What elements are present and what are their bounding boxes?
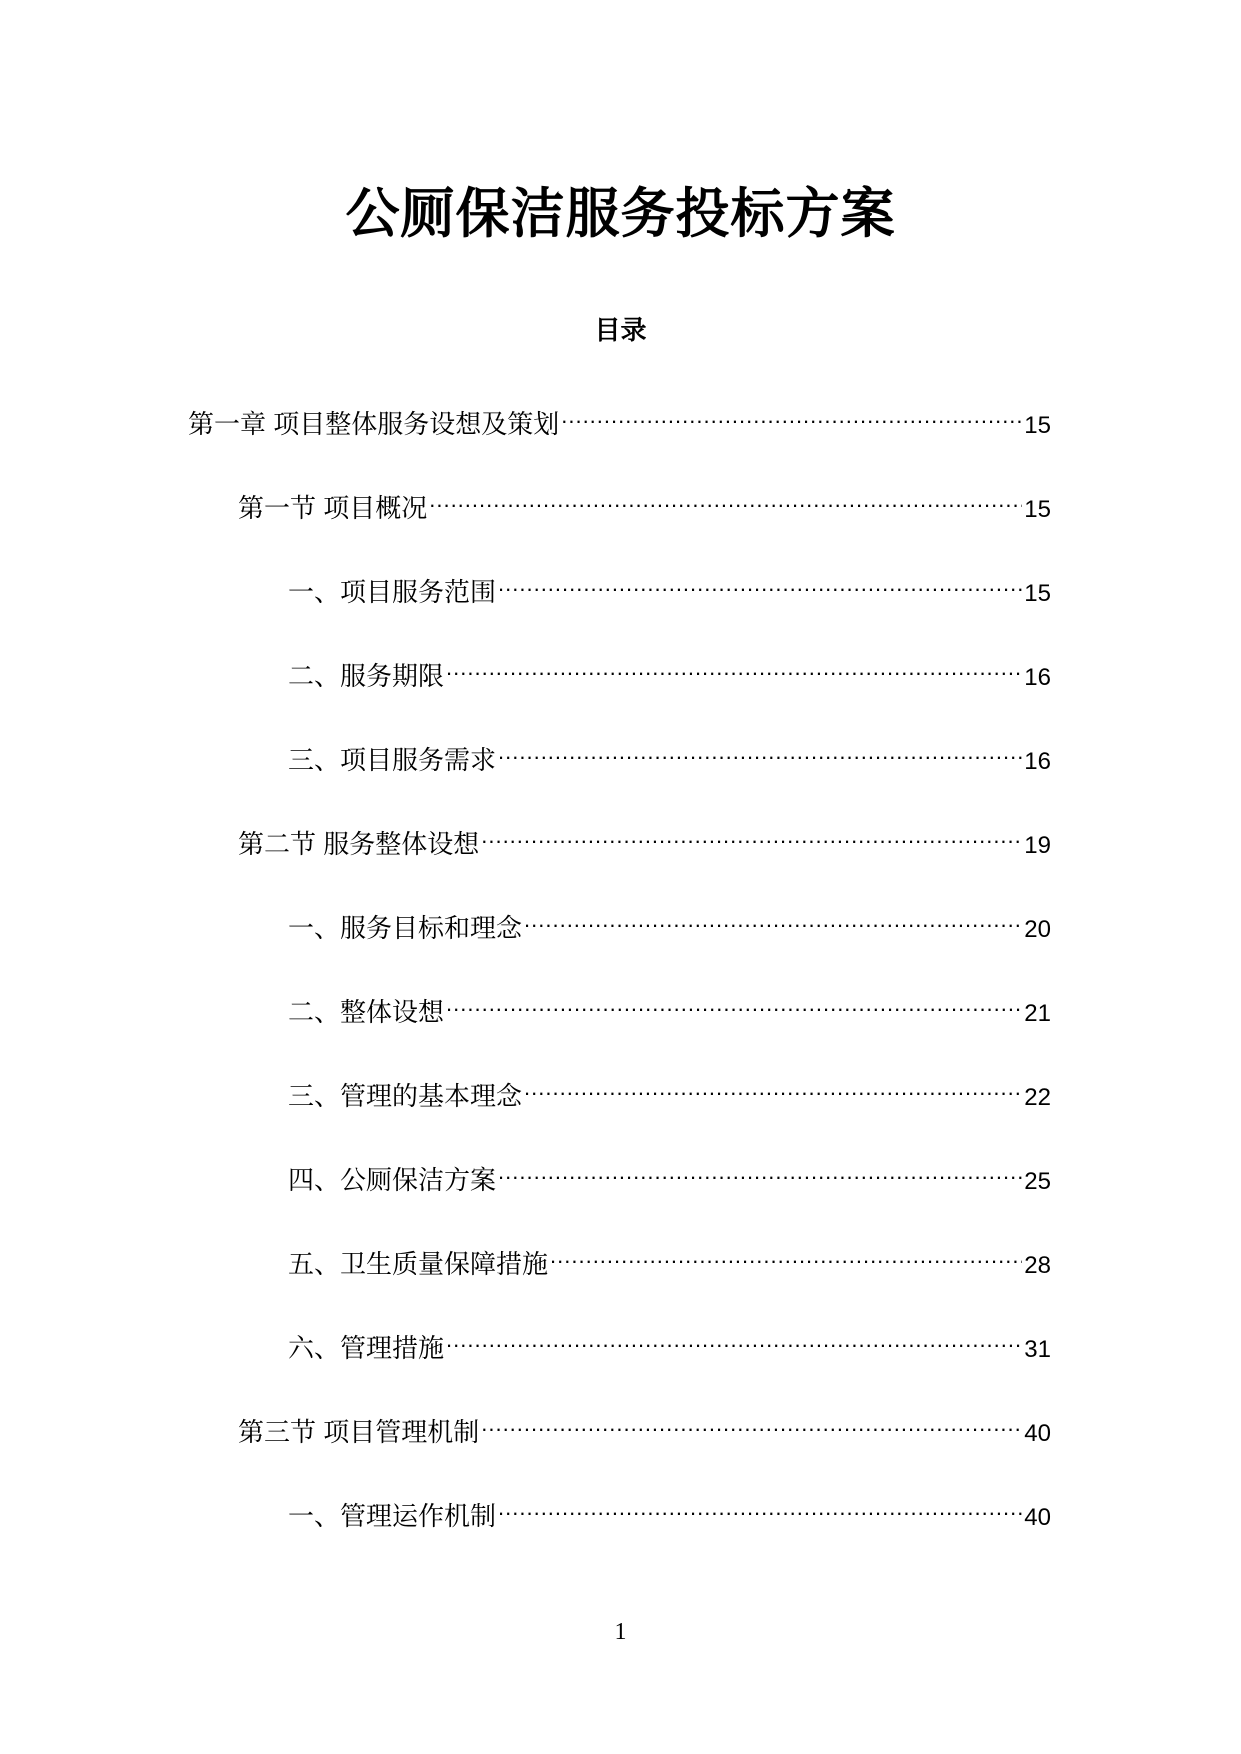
toc-dot-leader — [446, 977, 1022, 1021]
toc-dot-leader — [481, 1397, 1022, 1441]
toc-dot-leader — [498, 1145, 1022, 1189]
toc-entry-page: 25 — [1024, 1168, 1051, 1195]
toc-entry[interactable] — [0, 1481, 1241, 1565]
toc-entry-title: 二、服务期限 — [288, 661, 445, 691]
table-of-contents — [0, 389, 1241, 1565]
toc-entry[interactable] — [0, 1313, 1241, 1397]
toc-dot-leader — [550, 1229, 1022, 1273]
toc-entry-page: 31 — [1024, 1336, 1051, 1363]
toc-entry-page: 16 — [1024, 748, 1051, 775]
toc-dot-leader — [498, 1481, 1022, 1525]
toc-entry-page: 19 — [1024, 832, 1051, 859]
toc-entry-title: 五、卫生质量保障措施 — [288, 1249, 549, 1279]
toc-dot-leader — [561, 389, 1022, 433]
toc-dot-leader — [498, 725, 1022, 769]
toc-entry-page: 28 — [1024, 1252, 1051, 1279]
toc-entry-title: 四、公厕保洁方案 — [288, 1165, 497, 1195]
toc-dot-leader — [429, 473, 1022, 517]
toc-dot-leader — [446, 641, 1022, 685]
toc-entry[interactable] — [0, 893, 1241, 977]
toc-dot-leader — [524, 893, 1022, 937]
toc-entry-page: 22 — [1024, 1084, 1051, 1111]
toc-entry-title: 二、整体设想 — [288, 997, 445, 1027]
toc-entry[interactable] — [0, 725, 1241, 809]
toc-entry-title: 第二节 服务整体设想 — [238, 829, 480, 859]
toc-dot-leader — [481, 809, 1022, 853]
toc-entry[interactable] — [0, 1229, 1241, 1313]
toc-entry[interactable] — [0, 1061, 1241, 1145]
toc-entry-title: 一、项目服务范围 — [288, 577, 497, 607]
toc-entry-title: 第一章 项目整体服务设想及策划 — [188, 409, 560, 439]
toc-entry-page: 15 — [1024, 496, 1051, 523]
toc-entry[interactable] — [0, 389, 1241, 473]
toc-entry-page: 40 — [1024, 1420, 1051, 1447]
toc-entry[interactable] — [0, 641, 1241, 725]
toc-entry-page: 21 — [1024, 1000, 1051, 1027]
toc-entry-page: 15 — [1024, 580, 1051, 607]
toc-entry[interactable] — [0, 1145, 1241, 1229]
toc-entry-page: 40 — [1024, 1504, 1051, 1531]
toc-entry-title: 第三节 项目管理机制 — [238, 1417, 480, 1447]
document-title: 公厕保洁服务投标方案 — [345, 184, 896, 244]
toc-dot-leader — [446, 1313, 1022, 1357]
toc-entry-title: 三、管理的基本理念 — [288, 1081, 523, 1111]
toc-heading: 目录 — [594, 315, 647, 345]
toc-entry-title: 第一节 项目概况 — [238, 493, 428, 523]
toc-entry-title: 一、管理运作机制 — [288, 1501, 497, 1531]
toc-entry[interactable] — [0, 1397, 1241, 1481]
toc-entry-title: 一、服务目标和理念 — [288, 913, 523, 943]
toc-dot-leader — [524, 1061, 1022, 1105]
toc-entry[interactable] — [0, 977, 1241, 1061]
toc-entry-title: 三、项目服务需求 — [288, 745, 497, 775]
toc-entry[interactable] — [0, 557, 1241, 641]
toc-entry-page: 20 — [1024, 916, 1051, 943]
toc-entry[interactable] — [0, 809, 1241, 893]
page-number: 1 — [614, 1619, 627, 1645]
toc-entry-title: 六、管理措施 — [288, 1333, 445, 1363]
toc-entry-page: 15 — [1024, 412, 1051, 439]
toc-dot-leader — [498, 557, 1022, 601]
toc-entry-page: 16 — [1024, 664, 1051, 691]
toc-entry[interactable] — [0, 473, 1241, 557]
